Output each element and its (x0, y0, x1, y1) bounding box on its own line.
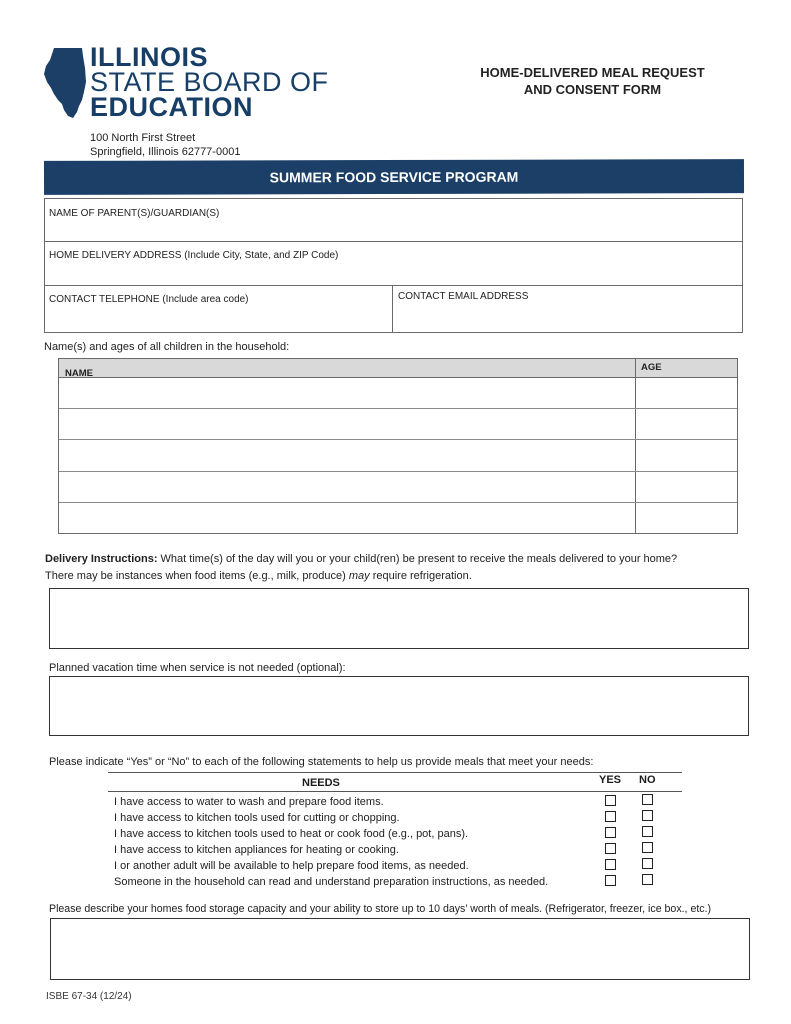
table-row[interactable] (59, 439, 737, 440)
need-item: I have access to kitchen tools used for cutting or chopping. (114, 812, 400, 824)
yes-checkbox[interactable] (605, 859, 616, 870)
no-checkbox[interactable] (642, 810, 653, 821)
yes-checkbox[interactable] (605, 795, 616, 806)
delivery-note (45, 570, 472, 582)
delivery-note-text-end: require refrigeration. (372, 570, 472, 582)
logo-line-state-board: STATE BOARD OF (90, 67, 329, 97)
need-item: I or another adult will be available to help prepare food items, as needed. (114, 860, 469, 872)
col-name-header: NAME (65, 368, 93, 379)
illinois-state-outline-icon (42, 46, 88, 120)
delivery-instructions-textarea[interactable] (49, 588, 749, 649)
no-checkbox[interactable] (642, 794, 653, 805)
children-intro: Name(s) and ages of all children in the household: (44, 341, 290, 353)
address-street: 100 North First Street (90, 132, 196, 144)
program-banner: SUMMER FOOD SERVICE PROGRAM (44, 159, 744, 195)
needs-intro: Please indicate “Yes” or “No” to each of the following statements to help us provide meals that meet your needs: (49, 756, 594, 768)
divider (108, 791, 682, 792)
email-field[interactable]: CONTACT EMAIL ADDRESS (398, 291, 529, 302)
yes-checkbox[interactable] (605, 875, 616, 886)
no-checkbox[interactable] (642, 842, 653, 853)
form-number: ISBE 67-34 (12/24) (46, 991, 132, 1002)
yes-checkbox[interactable] (605, 827, 616, 838)
divider (392, 285, 393, 333)
parent-name-field[interactable]: NAME OF PARENT(S)/GUARDIAN(S) (49, 208, 220, 219)
need-item: I have access to kitchen appliances for heating or cooking. (114, 844, 399, 856)
address-city: Springfield, Illinois 62777-0001 (90, 146, 241, 158)
delivery-label: Delivery Instructions: (45, 553, 158, 565)
children-table[interactable] (58, 358, 738, 534)
divider (44, 241, 743, 242)
no-checkbox[interactable] (642, 858, 653, 869)
table-row[interactable] (59, 471, 737, 472)
logo-line-illinois: ILLINOIS (90, 42, 208, 72)
yes-checkbox[interactable] (605, 811, 616, 822)
need-item: I have access to water to wash and prepare food items. (114, 796, 384, 808)
storage-textarea[interactable] (50, 918, 750, 980)
divider (635, 359, 636, 533)
vacation-textarea[interactable] (49, 676, 749, 736)
no-checkbox[interactable] (642, 874, 653, 885)
table-row[interactable] (59, 502, 737, 503)
vacation-label: Planned vacation time when service is not needed (optional): (49, 662, 346, 674)
col-age-header: AGE (641, 362, 662, 373)
col-no-header: NO (639, 774, 656, 786)
telephone-field[interactable]: CONTACT TELEPHONE (Include area code) (49, 294, 249, 305)
logo-line-education: EDUCATION (90, 92, 253, 122)
delivery-question-text: What time(s) of the day will you or your child(ren) be present to receive the meals delivered to your home? (160, 553, 678, 565)
table-row[interactable] (59, 408, 737, 409)
form-title (450, 64, 735, 98)
storage-label: Please describe your homes food storage capacity and your ability to store up to 10 days’ worth of meals. (Refrigerator, freezer, ice box., etc.) (49, 903, 712, 915)
need-item: Someone in the household can read and understand preparation instructions, as needed. (114, 876, 549, 888)
delivery-note-emphasis: may (348, 570, 370, 582)
form-title-line1: HOME-DELIVERED MEAL REQUEST (480, 65, 705, 80)
col-yes-header: YES (599, 774, 622, 786)
yes-checkbox[interactable] (605, 843, 616, 854)
delivery-note-text: There may be instances when food items (e.g., milk, produce) (45, 570, 346, 582)
need-item: I have access to kitchen tools used to heat or cook food (e.g., pot, pans). (114, 828, 469, 840)
delivery-question (45, 553, 677, 565)
form-title-line2: AND CONSENT FORM (523, 82, 662, 97)
no-checkbox[interactable] (642, 826, 653, 837)
divider (44, 285, 743, 286)
delivery-address-field[interactable]: HOME DELIVERY ADDRESS (Include City, State, and ZIP Code) (49, 250, 339, 261)
divider (108, 772, 682, 773)
col-needs-header: NEEDS (302, 777, 340, 789)
